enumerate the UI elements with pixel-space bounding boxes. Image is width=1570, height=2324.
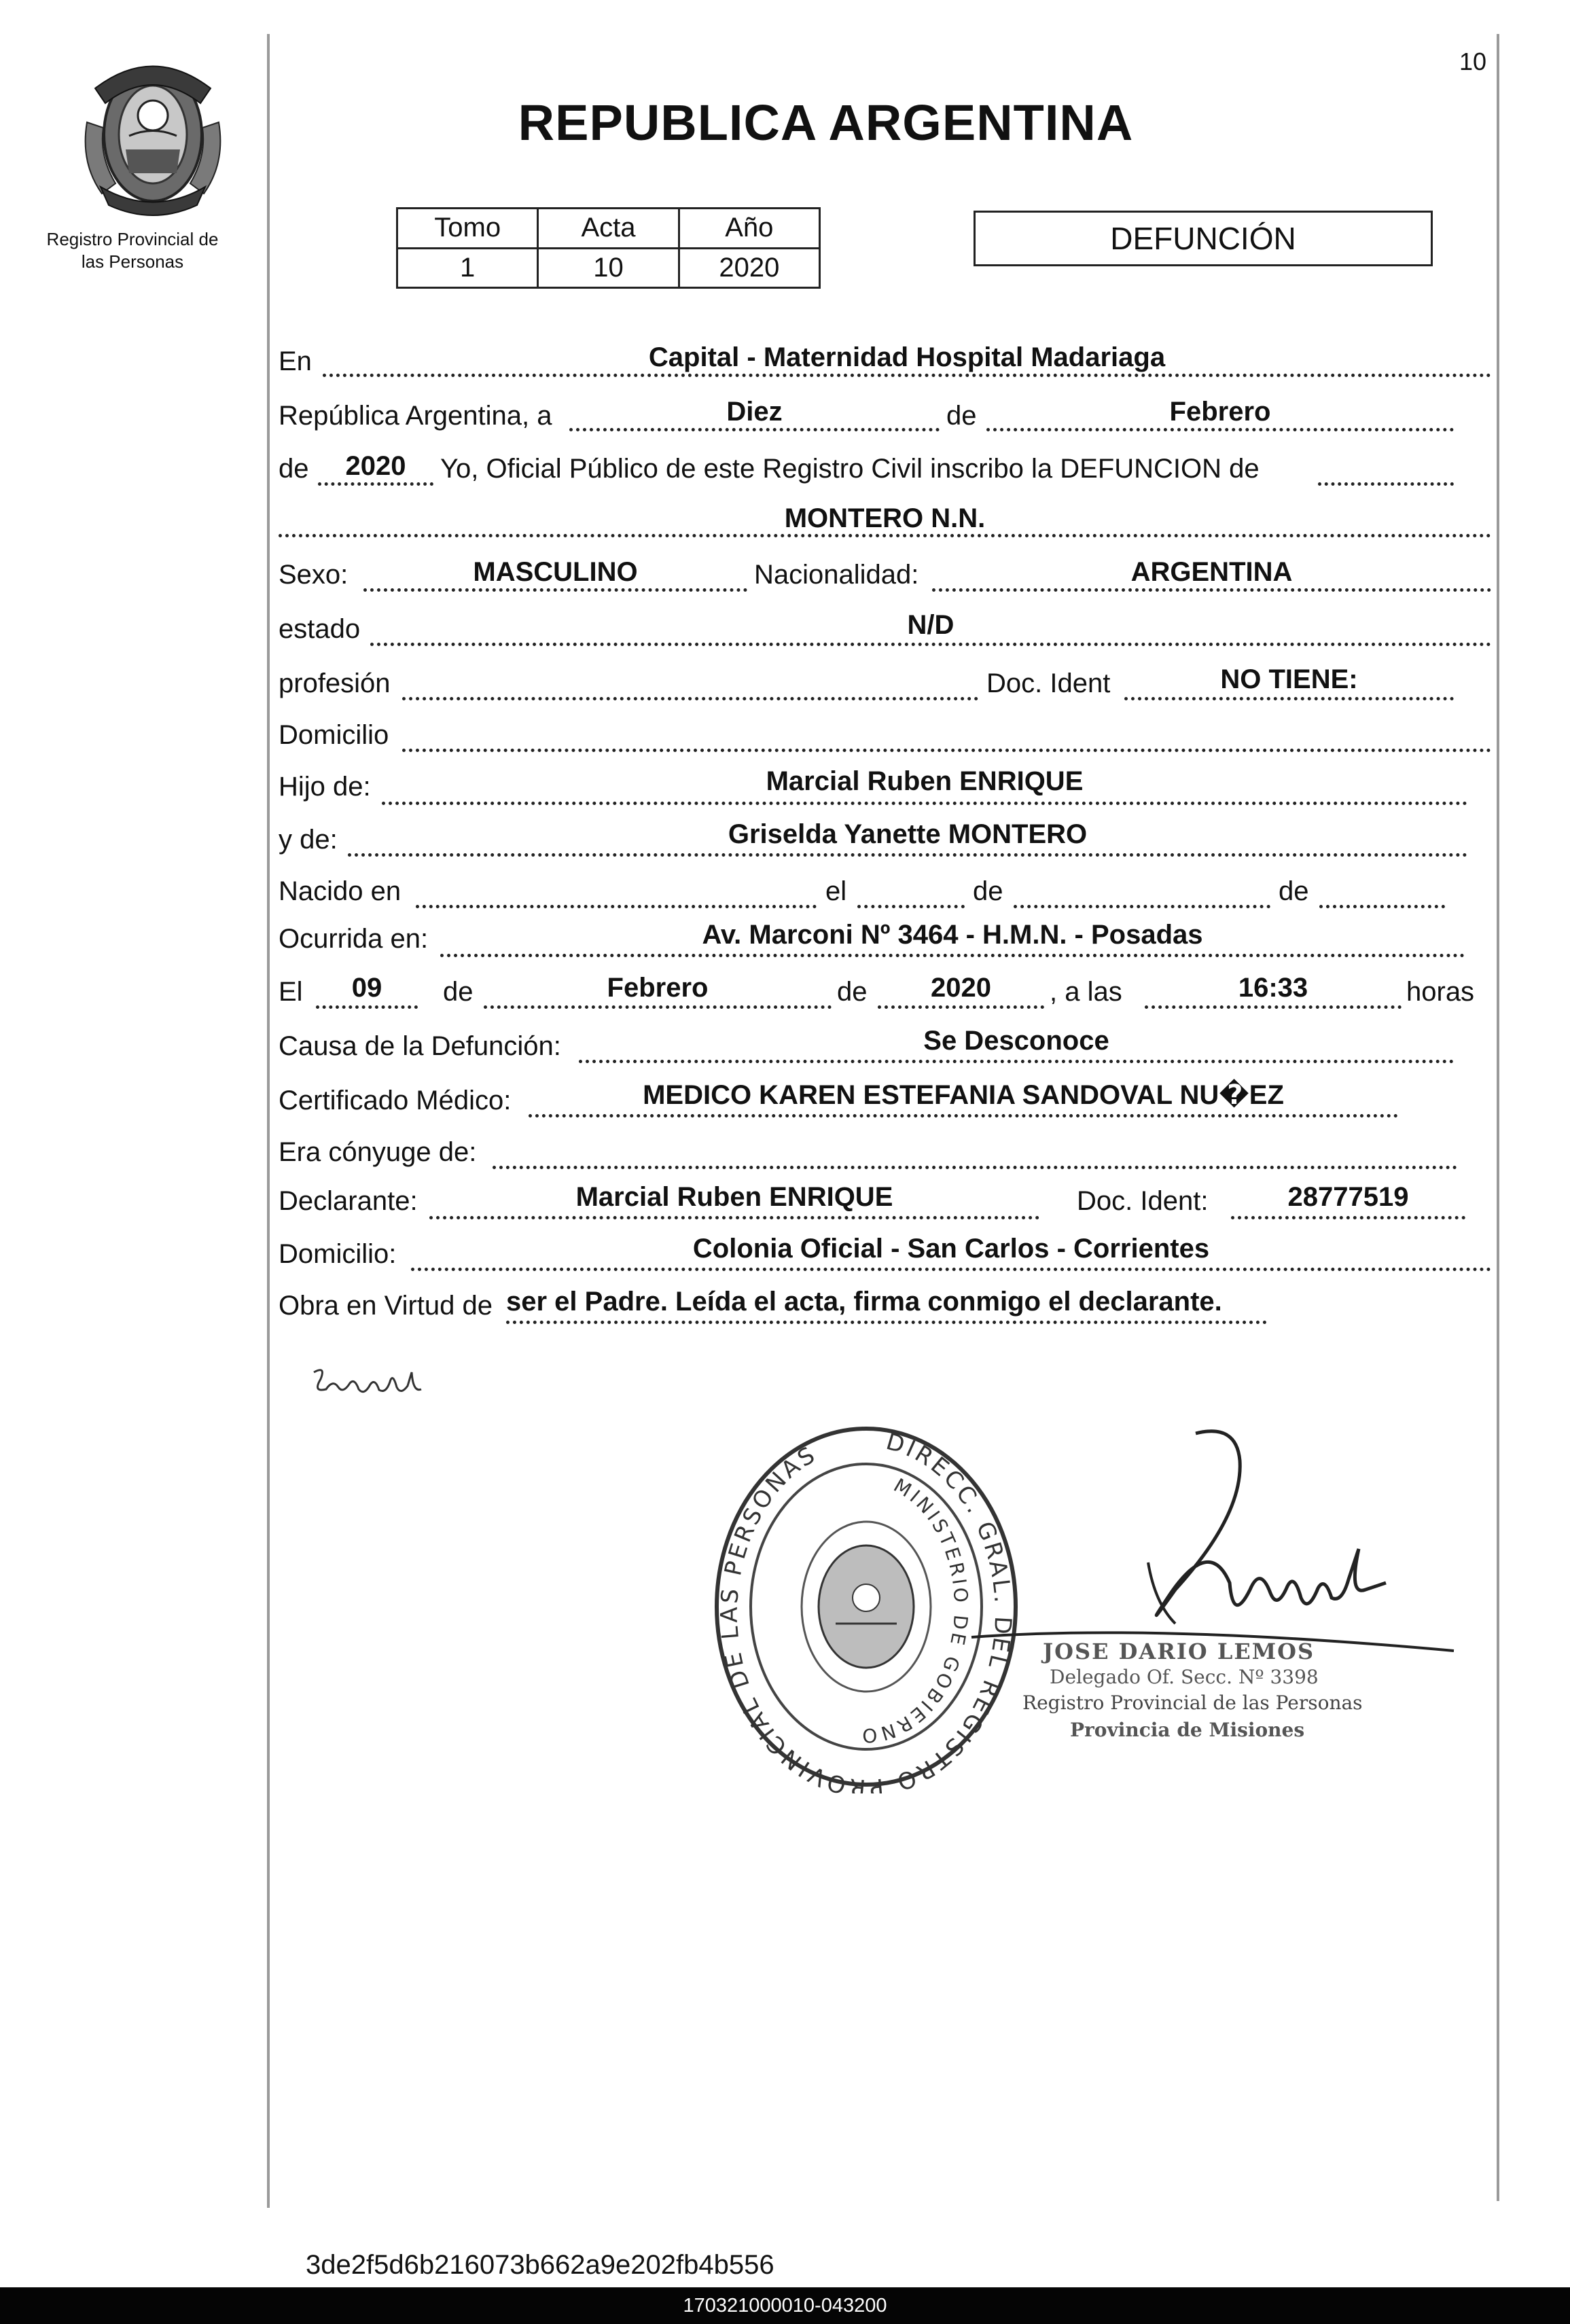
conyuge-dots — [493, 1166, 1457, 1169]
left-margin-line — [267, 34, 270, 2208]
conyuge-label: Era cónyuge de: — [279, 1137, 477, 1167]
record-number-table — [396, 207, 821, 289]
yo-trailing-dots — [1318, 482, 1454, 486]
declarante-dots — [429, 1216, 1039, 1219]
sexo-value: MASCULINO — [473, 557, 638, 587]
doc-ident2-label: Doc. Ident: — [1077, 1186, 1209, 1216]
bottom-id-bar — [0, 2287, 1570, 2324]
logo-caption: Registro Provincial de las Personas — [46, 229, 219, 272]
page-title: REPUBLICA ARGENTINA — [518, 94, 1134, 151]
de3-dots — [1014, 905, 1270, 908]
nacionalidad-dots — [932, 588, 1491, 592]
domicilio-dots — [402, 749, 1491, 752]
estado-value: N/D — [907, 610, 955, 640]
domicilio2-value: Colonia Oficial - San Carlos - Corrientes — [692, 1234, 1210, 1264]
de4-dots — [1319, 905, 1445, 908]
doc-ident-value: NO TIENE: — [1220, 664, 1358, 694]
stamp-outer-text: DIRECC. GRAL. DEL REGISTRO PROVINCIAL DE LAS PERSONAS — [715, 1428, 1017, 1793]
table-value-tomo: 1 — [397, 248, 538, 288]
table-value-acta: 10 — [538, 248, 679, 288]
de6-label: de — [837, 977, 868, 1007]
table-header-acta: Acta — [538, 209, 679, 249]
domicilio-label: Domicilio — [279, 720, 389, 750]
ocurrida-dots — [440, 954, 1465, 957]
domicilio2-dots — [411, 1268, 1491, 1271]
en-dots — [323, 374, 1491, 377]
official-role: Delegado Of. Secc. Nº 3398 — [1050, 1666, 1319, 1688]
de5-label: de — [443, 977, 474, 1007]
death-day-dots — [316, 1005, 418, 1009]
nacido-dots — [416, 905, 817, 908]
document-hash: 3de2f5d6b216073b662a9e202fb4b556 — [306, 2250, 774, 2280]
domicilio2-label: Domicilio: — [279, 1239, 397, 1269]
yde-label: y de: — [279, 825, 338, 855]
de4-label: de — [1279, 876, 1309, 906]
day-words-value: Diez — [726, 397, 783, 427]
year-dots — [318, 482, 433, 486]
causa-value: Se Desconoce — [923, 1026, 1109, 1056]
doc-ident-label: Doc. Ident — [986, 668, 1111, 698]
table-value-ano: 2020 — [679, 248, 819, 288]
de-label: de — [946, 401, 977, 431]
sexo-dots — [363, 588, 747, 592]
alas-label: , a las — [1050, 977, 1122, 1007]
declarante-label: Declarante: — [279, 1186, 418, 1216]
month-value: Febrero — [1169, 397, 1271, 427]
sexo-label: Sexo: — [279, 560, 349, 590]
yde-value: Griselda Yanette MONTERO — [728, 819, 1088, 849]
death-day-value: 09 — [351, 973, 382, 1003]
deceased-dots — [279, 534, 1491, 537]
el-dots — [857, 905, 965, 908]
doc-ident2-dots — [1231, 1216, 1465, 1219]
ocurrida-value: Av. Marconi Nº 3464 - H.M.N. - Posadas — [702, 920, 1203, 950]
yo-text: Yo, Oficial Público de este Registro Civil inscribo la DEFUNCION de — [440, 454, 1260, 484]
deceased-name: MONTERO N.N. — [784, 503, 986, 533]
bottom-id-text: 170321000010-043200 — [683, 2294, 887, 2317]
estado-label: estado — [279, 614, 361, 644]
doc-ident-dots — [1124, 697, 1454, 700]
el-label: el — [825, 876, 847, 906]
de3-label: de — [973, 876, 1003, 906]
en-label: En — [279, 346, 312, 376]
doc-ident2-value: 28777519 — [1287, 1182, 1409, 1212]
obra-label: Obra en Virtud de — [279, 1291, 493, 1321]
en-value: Capital - Maternidad Hospital Madariaga — [648, 342, 1166, 372]
republica-label: República Argentina, a — [279, 401, 552, 431]
page-number: 10 — [1459, 48, 1487, 75]
causa-dots — [579, 1060, 1454, 1063]
profesion-dots — [402, 697, 978, 700]
death-month-dots — [484, 1005, 832, 1009]
hijo-label: Hijo de: — [279, 772, 371, 802]
certificado-label: Certificado Médico: — [279, 1086, 512, 1115]
record-type-box: DEFUNCIÓN — [974, 211, 1433, 266]
death-year-dots — [878, 1005, 1044, 1009]
certificado-dots — [529, 1114, 1398, 1118]
declarant-signature — [306, 1352, 442, 1413]
death-time-value: 16:33 — [1238, 973, 1308, 1003]
obra-value: ser el Padre. Leída el acta, firma conmigo el declarante. — [506, 1287, 1222, 1317]
obra-dots — [506, 1321, 1267, 1324]
year-value: 2020 — [345, 451, 406, 481]
hijo-dots — [382, 802, 1467, 805]
table-header-ano: Año — [679, 209, 819, 249]
death-year-value: 2020 — [931, 973, 991, 1003]
day-dots — [569, 428, 940, 431]
certificado-value: MEDICO KAREN ESTEFANIA SANDOVAL NU�EZ — [643, 1080, 1284, 1110]
nacido-label: Nacido en — [279, 876, 402, 906]
declarante-value: Marcial Ruben ENRIQUE — [575, 1182, 893, 1212]
profesion-label: profesión — [279, 668, 391, 698]
official-org: Registro Provincial de las Personas — [1022, 1692, 1363, 1714]
death-time-dots — [1145, 1005, 1402, 1009]
stamp-inner-text: MINISTERIO DE GOBIERNO — [859, 1473, 973, 1747]
month-dots — [986, 428, 1454, 431]
right-margin-line — [1497, 34, 1499, 2201]
causa-label: Causa de la Defunción: — [279, 1031, 561, 1061]
official-name: JOSE DARIO LEMOS — [1043, 1639, 1315, 1664]
hijo-value: Marcial Ruben ENRIQUE — [766, 766, 1084, 796]
ocurrida-label: Ocurrida en: — [279, 924, 429, 954]
table-header-tomo: Tomo — [397, 209, 538, 249]
el2-label: El — [279, 977, 303, 1007]
official-province: Provincia de Misiones — [1070, 1719, 1305, 1741]
estado-dots — [370, 643, 1491, 646]
nacionalidad-label: Nacionalidad: — [754, 560, 919, 590]
death-month-value: Febrero — [607, 973, 709, 1003]
horas-label: horas — [1406, 977, 1475, 1007]
nacionalidad-value: ARGENTINA — [1130, 557, 1293, 587]
yde-dots — [348, 853, 1467, 857]
de2-label: de — [279, 454, 309, 484]
